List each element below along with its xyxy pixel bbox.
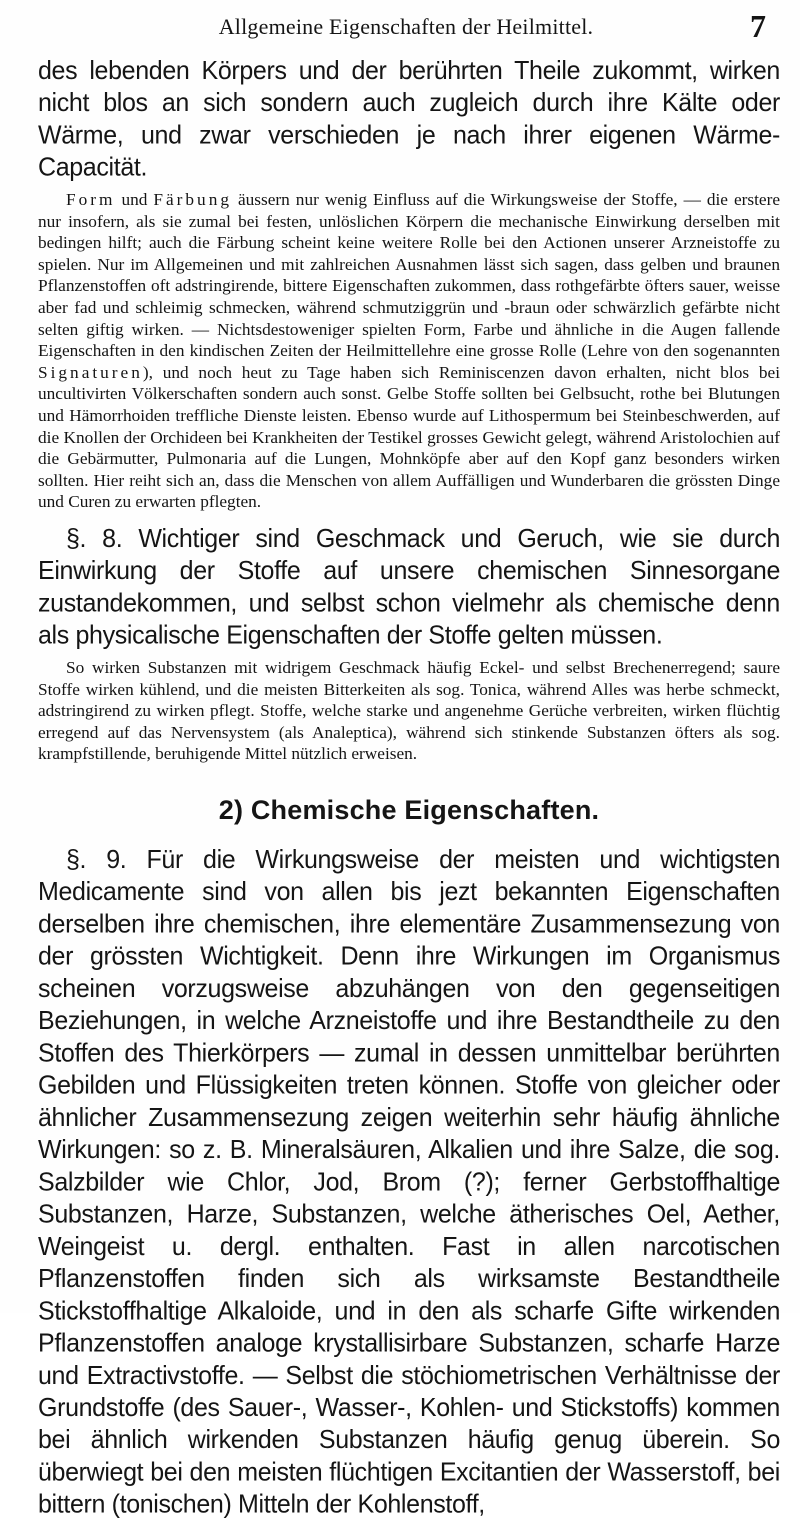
conjunction: und xyxy=(121,190,148,209)
section-8-paragraph: §. 8. Wichtiger sind Geschmack und Geruch, wie sie durch Einwirkung der Stoffe auf unsere chemischen Sinnesorgane zustandekommen, und selbst schon vielmehr als chemische denn als physicalische Eigenschaften der Stoffe gelten müssen. xyxy=(38,523,780,650)
page-number: 7 xyxy=(750,8,766,44)
paragraph-form-colour xyxy=(38,189,780,513)
paragraph-form-colour-text-1: äussern nur wenig Einfluss auf die Wirkungsweise der Stoffe, — die erstere nur insofern, als sie zumal bei festen, unlöslichen Körpern die mechanische Einwirkung derselben mit bedingen hilft; auch die Färbung scheint keine weitere Rolle bei den Actionen unserer Arzneistoffe zu spielen. Nur im Allgemeinen und mit zahlreichen Ausnahmen lässt sich sagen, dass gelben und braunen Pflanzenstoffen oft adstringirende, bittere Eigenschaften zukommen, dass rothgefärbte öfters sauer, weisse aber fad und schleimig schmecken, während schmutziggrün und -braun oder schwärzlich gefärbte nicht selten giftig wirken. — Nichtsdestoweniger spielten Form, Farbe und ähnliche in die Augen fallende Eigenschaften in den kindischen Zeiten der Heilmittellehre eine grosse Rolle (Lehre von den sogenannten xyxy=(38,190,781,361)
paragraph-form-colour-text-2: ), und noch heut zu Tage haben sich Reminiscenzen davon erhalten, nicht blos bei uncultivirten Völkerschaften sondern auch sonst. Gelbe Stoffe sollten bei Gelbsucht, rothe bei Blutungen und Hämorrhoiden treffliche Dienste leisten. Ebenso wurde auf Lithospermum bei Steinbeschwerden, auf die Knollen der Orchideen bei Krankheiten der Testikel grosses Gewicht gelegt, während Aristolochien auf die Gebärmutter, Pulmonaria auf die Lungen, Mohnköpfe aber auf den Kopf ganz besonders wirken sollten. Hier reiht sich an, dass die Menschen von allem Auffälligen und Wunderbaren die grössten Dinge und Curen zu erwarten pflegten. xyxy=(38,362,780,512)
term-signaturen: Signaturen xyxy=(38,362,143,382)
page-body xyxy=(38,55,781,1519)
section-heading-chemical-properties: 2) Chemische Eigenschaften. xyxy=(218,794,600,825)
running-title: Allgemeine Eigenschaften der Heilmittel. xyxy=(218,14,594,39)
page-header xyxy=(36,8,776,48)
section-9-paragraph: §. 9. Für die Wirkungsweise der meisten und wichtigsten Medicamente sind von allen bis jezt bekannten Eigenschaften derselben ihre chemischen, ihre elementäre Zusammensezung von der grössten Wichtigkeit. Denn ihre Wirkungen im Organismus scheinen vorzugsweise abzuhängen von den gegenseitigen Beziehungen, in welche Arzneistoffe und ihre Bestandtheile zu den Stoffen des Thierkörpers — zumal in dessen unmittelbar berührten Gebilden und Flüssigkeiten treten können. Stoffe von gleicher oder ähnlicher Zusammensezung zeigen weiterhin sehr häufig ähnliche Wirkungen: so z. B. Mineralsäuren, Alkalien und ihre Salze, die sog. Salzbilder wie Chlor, Jod, Brom (?); ferner Gerbstoffhaltige Substanzen, Harze, Substanzen, welche ätherisches Oel, Aether, Weingeist u. dergl. enthalten. Fast in allen narcotischen Pflanzenstoffen finden sich als wirksamste Bestandtheile Stickstoffhaltige Alkaloide, und in den als scharfe Gifte wirkenden Pflanzenstoffen analoge krystallisirbare Substanzen, scharfe Harze und Extractivstoffe. — Selbst die stöchiometrischen Verhältnisse der Grundstoffe (des Sauer-, Wasser-, Kohlen- und Stickstoffs) kommen bei ähnlich wirkenden Substanzen häufig genug überein. So überwiegt bei den meisten flüchtigen Excitantien der Wasserstoff, bei bittern (tonischen) Mitteln der Kohlenstoff, xyxy=(38,844,780,1519)
term-form: Form xyxy=(66,190,116,209)
paragraph-continuation: des lebenden Körpers und der berührten Theile zukommt, wirken nicht blos an sich sondern auch zugleich durch ihre Kälte oder Wärme, und zwar verschieden je nach ihrer eigenen Wärme-Capacität. xyxy=(38,56,780,182)
term-faerbung: Färbung xyxy=(153,190,232,209)
paragraph-taste-smell: So wirken Substanzen mit widrigem Geschmack häufig Eckel- und selbst Brechenerregend; saure Stoffe wirken kühlend, und die meisten Bitterkeiten als sog. Tonica, während Alles was herbe schmeckt, adstringirend zu wirken pflegt. Stoffe, welche starke und angenehme Gerüche verbreiten, wirken flüchtig erregend auf das Nervensystem (als Analeptica), während sich stinkende Substanzen öfters als sog. krampfstillende, beruhigende Mittel nützlich erweisen. xyxy=(38,657,780,764)
